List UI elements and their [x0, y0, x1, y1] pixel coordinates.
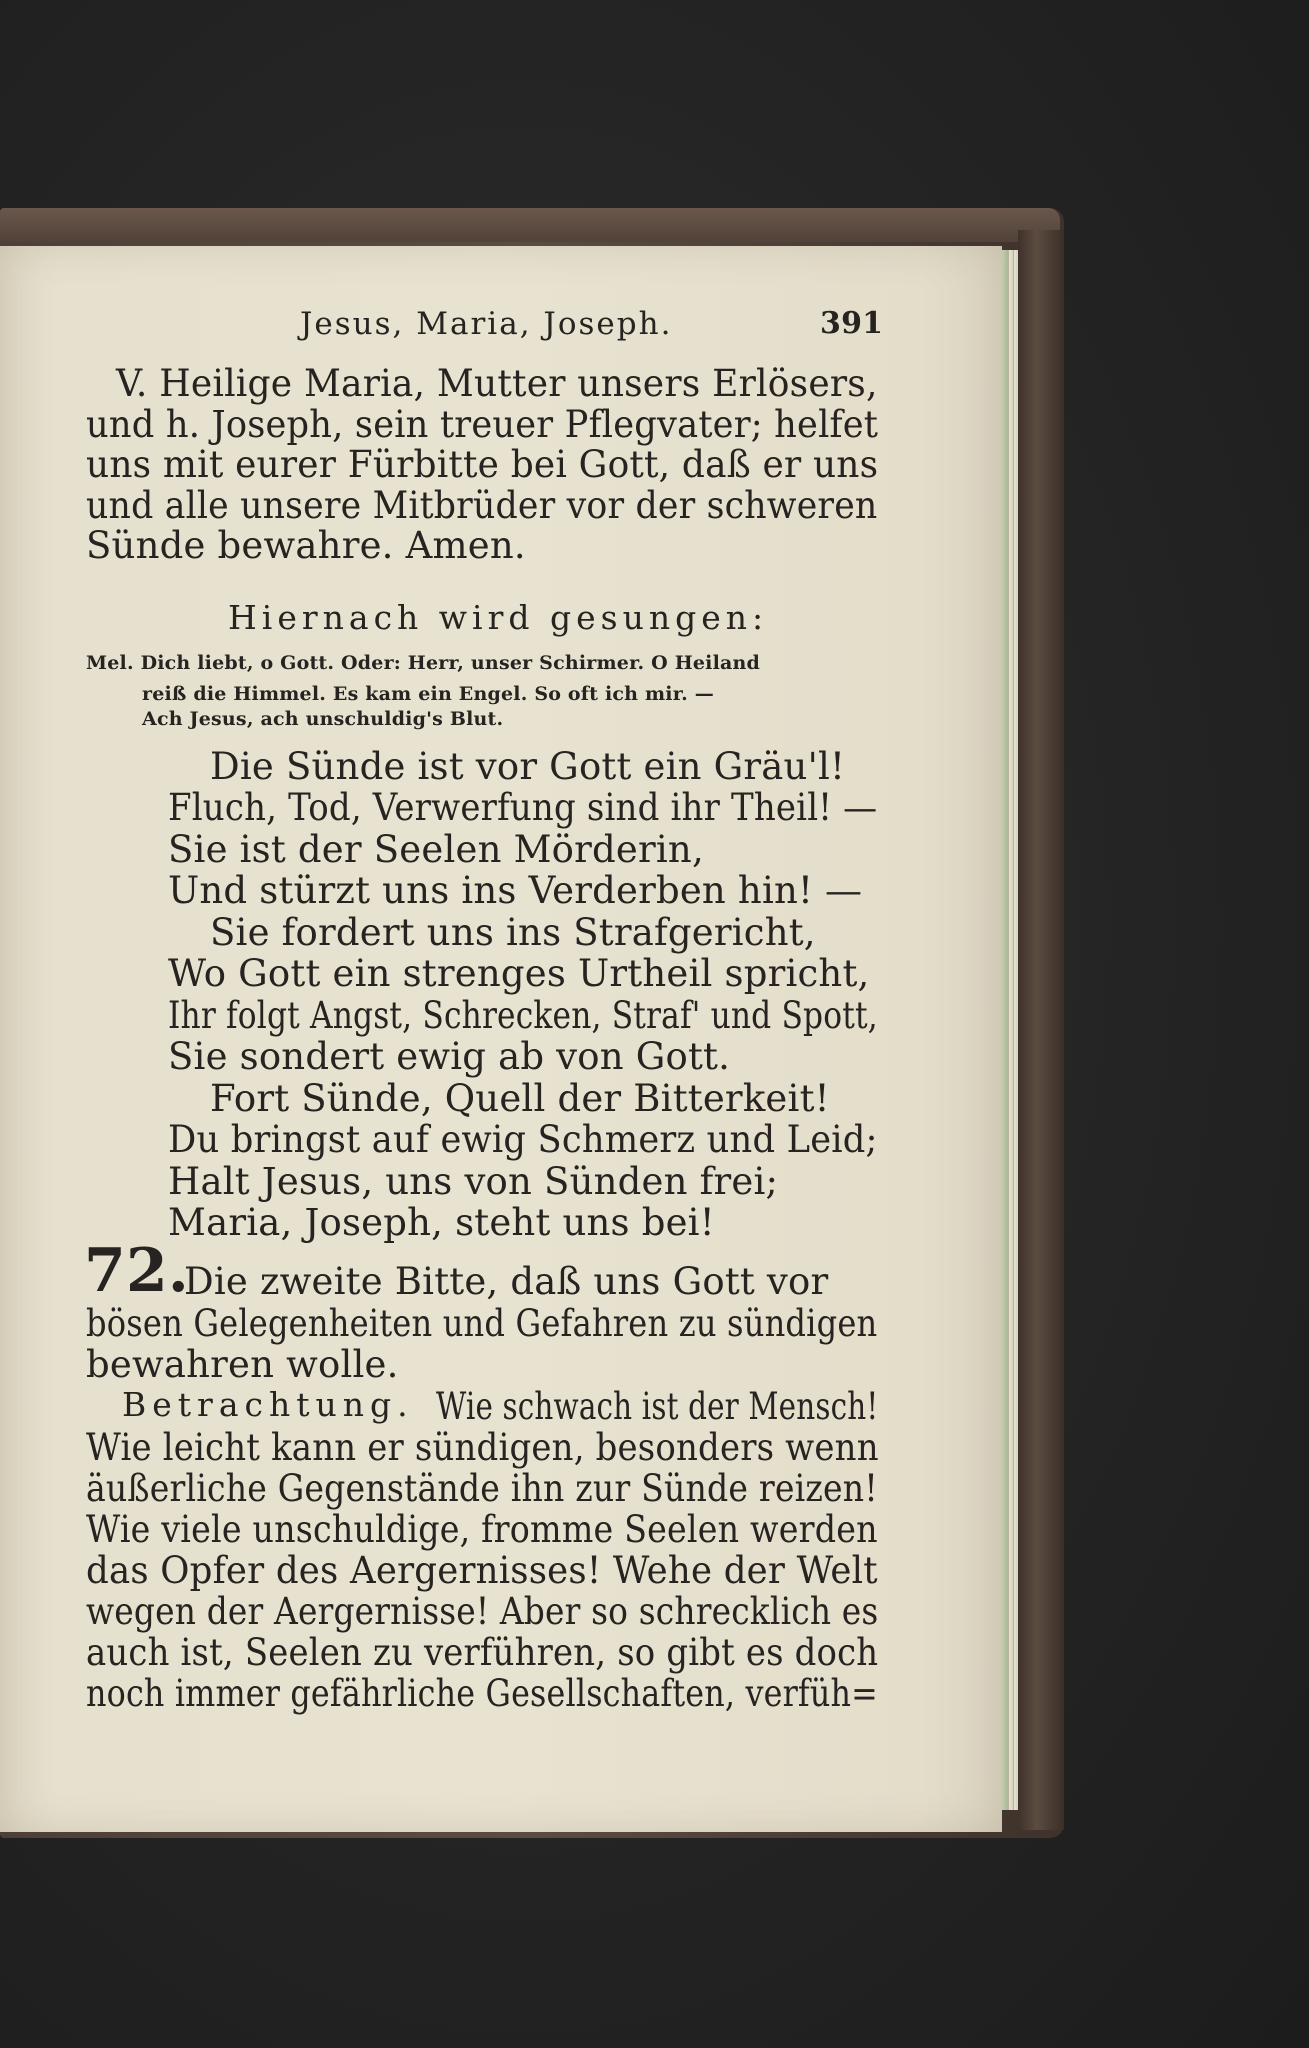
melody-line: reiß die Himmel. Es kam ein Engel. So oft ich mir. — — [142, 683, 715, 705]
prayer-line: und alle unsere Mitbrüder vor der schweren — [86, 484, 878, 527]
body-line: auch ist, Seelen zu verführen, so gibt es doch — [86, 1631, 879, 1674]
body-line: äußerliche Gegenstände ihn zur Sünde reizen! — [86, 1467, 878, 1510]
hymn-line: Ihr folgt Angst, Schrecken, Straf' und Spott, — [168, 994, 878, 1037]
hymn-line: Sie fordert uns ins Strafgericht, — [210, 911, 816, 954]
body-line: wegen der Aergernisse! Aber so schrecklich es — [86, 1590, 879, 1633]
prayer-line: und h. Joseph, sein treuer Pflegvater; helfet — [86, 403, 879, 446]
body-line: Wie leicht kann er sündigen, besonders wenn — [86, 1426, 879, 1469]
hymn-line: Halt Jesus, uns von Sünden frei; — [168, 1160, 779, 1203]
hymn-line: Fluch, Tod, Verwerfung sind ihr Theil! — — [168, 786, 878, 829]
hymn-line: Fort Sünde, Quell der Bitterkeit! — [210, 1077, 830, 1120]
section-title-line: Die zweite Bitte, daß uns Gott vor — [184, 1260, 829, 1303]
hymn-line: Die Sünde ist vor Gott ein Gräu'l! — [210, 745, 846, 788]
prayer-line: V. Heilige Maria, Mutter unsers Erlösers, — [116, 362, 878, 405]
melody-line: Ach Jesus, ach unschuldig's Blut. — [142, 708, 504, 730]
hymn-line: Sie ist der Seelen Mörderin, — [168, 828, 704, 871]
page-number: 391 — [820, 306, 884, 341]
section-title-line: bösen Gelegenheiten und Gefahren zu sündigen — [86, 1302, 878, 1345]
body-line: das Opfer des Aergernisses! Wehe der Welt — [86, 1549, 878, 1592]
melody-line: Mel. Dich liebt, o Gott. Oder: Herr, unser Schirmer. O Heiland — [86, 652, 761, 674]
book-spine — [1018, 230, 1064, 1830]
running-title: Jesus, Maria, Joseph. — [300, 306, 673, 342]
section-number: 72. — [84, 1236, 189, 1306]
body-line: Wie viele unschuldige, fromme Seelen werden — [86, 1508, 878, 1551]
hymn-line: Du bringst auf ewig Schmerz und Leid; — [168, 1118, 878, 1161]
body-line: Wie schwach ist der Mensch! — [436, 1385, 879, 1428]
book-cover-top-edge — [0, 208, 1060, 242]
hymn-line: Und stürzt uns ins Verderben hin! — — [168, 869, 863, 912]
hymn-line: Maria, Joseph, steht uns bei! — [168, 1201, 715, 1244]
body-line: noch immer gefährliche Gesellschaften, verfüh= — [86, 1672, 878, 1715]
hymn-heading: Hiernach wird gesungen: — [228, 598, 769, 637]
prayer-line: uns mit eurer Fürbitte bei Gott, daß er uns — [86, 443, 879, 486]
hymn-line: Wo Gott ein strenges Urtheil spricht, — [168, 952, 870, 995]
section-title-line: bewahren wolle. — [86, 1343, 399, 1386]
prayer-line: Sünde bewahre. Amen. — [86, 524, 526, 567]
betrachtung-label: Betrachtung. — [122, 1385, 414, 1424]
hymn-line: Sie sondert ewig ab von Gott. — [168, 1035, 731, 1078]
